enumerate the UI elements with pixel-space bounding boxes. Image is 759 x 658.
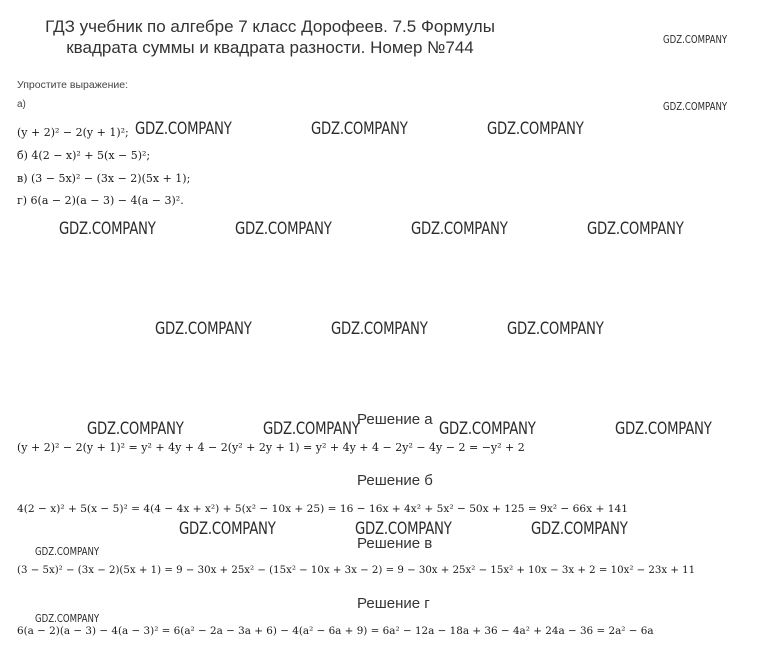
watermark: GDZ.COMPANY xyxy=(487,119,584,139)
page-title xyxy=(30,16,510,58)
watermark: GDZ.COMPANY xyxy=(663,33,728,46)
solution-g-heading: Решение г xyxy=(357,595,430,612)
watermark: GDZ.COMPANY xyxy=(531,519,628,539)
solution-b-expression: 4(2 − x)² + 5(x − 5)² = 4(4 − 4x + x²) + 5(x² − 10x + 25) = 16 − 16x + 4x² + 5x² − 50x + 125 = 9x² − 66x + 141 xyxy=(17,503,628,515)
watermark: GDZ.COMPANY xyxy=(587,219,684,239)
watermark: GDZ.COMPANY xyxy=(507,319,604,339)
watermark: GDZ.COMPANY xyxy=(155,319,252,339)
solution-b-heading: Решение б xyxy=(357,472,433,489)
solution-v-expression: (3 − 5x)² − (3x − 2)(5x + 1) = 9 − 30x + 25x² − (15x² − 10x + 3x − 2) = 9 − 30x + 25x² − 15x² + 10x − 3x + 2 = 10x² − 23x + 11 xyxy=(17,565,696,576)
task-a-label: а) xyxy=(17,99,26,110)
watermark: GDZ.COMPANY xyxy=(263,419,360,439)
watermark: GDZ.COMPANY xyxy=(235,219,332,239)
solution-a-expression: (y + 2)² − 2(y + 1)² = y² + 4y + 4 − 2(y² + 2y + 1) = y² + 4y + 4 − 2y² − 4y − 2 = −y² + 2 xyxy=(17,441,525,454)
watermark: GDZ.COMPANY xyxy=(663,100,728,113)
page-title-line-2: квадрата суммы и квадрата разности. Номер №744 xyxy=(66,38,474,57)
watermark: GDZ.COMPANY xyxy=(59,219,156,239)
watermark: GDZ.COMPANY xyxy=(615,419,712,439)
watermark: GDZ.COMPANY xyxy=(311,119,408,139)
watermark: GDZ.COMPANY xyxy=(135,119,232,139)
watermark: GDZ.COMPANY xyxy=(331,319,428,339)
solution-a-heading: Решение а xyxy=(357,411,433,428)
task-a-expression: (y + 2)² − 2(y + 1)²; xyxy=(17,126,129,139)
task-g-expression: г) 6(a − 2)(a − 3) − 4(a − 3)². xyxy=(17,194,184,207)
watermark: GDZ.COMPANY xyxy=(87,419,184,439)
task-v-expression: в) (3 − 5x)² − (3x − 2)(5x + 1); xyxy=(17,172,191,185)
watermark: GDZ.COMPANY xyxy=(355,519,452,539)
watermark: GDZ.COMPANY xyxy=(179,519,276,539)
task-b-expression: б) 4(2 − x)² + 5(x − 5)²; xyxy=(17,149,151,162)
watermark: GDZ.COMPANY xyxy=(35,545,100,558)
task-prompt: Упростите выражение: xyxy=(17,79,129,91)
watermark: GDZ.COMPANY xyxy=(439,419,536,439)
solution-g-expression: 6(a − 2)(a − 3) − 4(a − 3)² = 6(a² − 2a − 3a + 6) − 4(a² − 6a + 9) = 6a² − 12a − 18a + 36 − 4a² + 24a − 36 = 2a² − 6a xyxy=(17,625,654,637)
page-title-line-1: ГДЗ учебник по алгебре 7 класс Дорофеев. 7.5 Формулы xyxy=(45,17,495,36)
watermark: GDZ.COMPANY xyxy=(411,219,508,239)
solution-v-heading: Решение в xyxy=(357,535,433,552)
watermark: GDZ.COMPANY xyxy=(35,612,100,625)
